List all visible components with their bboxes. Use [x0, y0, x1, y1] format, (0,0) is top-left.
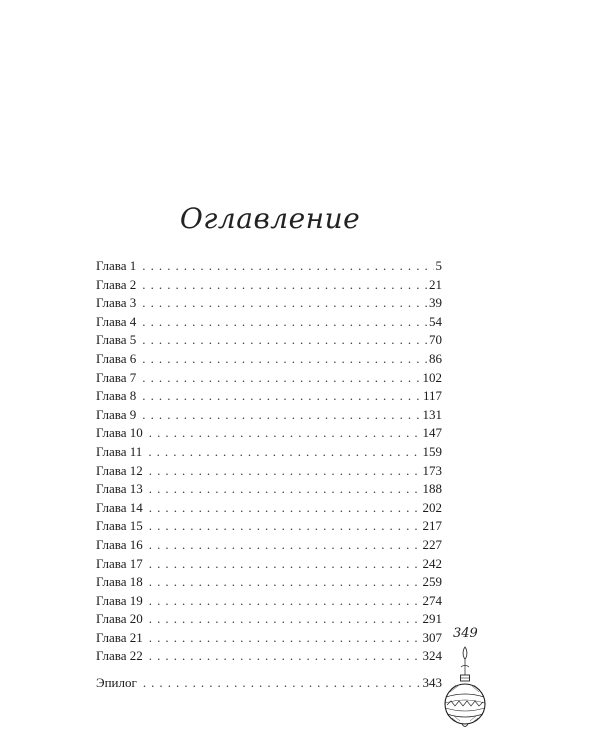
toc-entry	[96, 592, 442, 611]
toc-leader-dots	[143, 674, 421, 693]
toc-entry-label: Глава 16	[96, 536, 143, 552]
toc-entry-label: Глава 17	[96, 555, 143, 571]
toc-entry	[96, 610, 442, 629]
toc-entry-label: Глава 7	[96, 369, 137, 385]
toc-entry-page: 227	[422, 536, 442, 552]
toc-leader-dots	[149, 647, 421, 666]
toc-entry	[96, 369, 442, 388]
toc-entry	[96, 443, 442, 462]
toc-leader-dots	[142, 369, 420, 388]
toc-list	[96, 257, 442, 693]
toc-leader-dots	[149, 536, 421, 555]
toc-entry	[96, 331, 442, 350]
toc-entry	[96, 517, 442, 536]
toc-entry	[96, 674, 442, 693]
toc-entry-page: 70	[429, 332, 442, 348]
toc-entry	[96, 462, 442, 481]
toc-entry-label: Глава 5	[96, 332, 137, 348]
toc-entry-page: 86	[429, 350, 442, 366]
toc-entry-label: Глава 1	[96, 258, 137, 273]
toc-entry-page: 39	[429, 295, 442, 311]
toc-entry	[96, 573, 442, 592]
toc-entry-page: 217	[422, 518, 442, 534]
toc-entry-page: 259	[422, 574, 442, 590]
toc-entry-page: 21	[429, 276, 442, 292]
toc-entry-page: 173	[422, 462, 442, 478]
toc-entry	[96, 629, 442, 648]
toc-entry-label: Глава 10	[96, 425, 143, 441]
toc-entry-page: 147	[422, 425, 442, 441]
toc-leader-dots	[142, 406, 420, 425]
toc-entry-page: 102	[422, 369, 442, 385]
toc-entry-page: 307	[422, 629, 442, 645]
toc-entry	[96, 536, 442, 555]
toc-leader-dots	[142, 350, 427, 369]
toc-leader-dots	[149, 629, 421, 648]
toc-entry-label: Глава 22	[96, 648, 143, 664]
toc-entry	[96, 424, 442, 443]
toc-leader-dots	[142, 257, 433, 276]
toc-leader-dots	[149, 499, 421, 518]
toc-leader-dots	[149, 610, 421, 629]
toc-entry-page: 291	[422, 611, 442, 627]
toc-entry-label: Глава 11	[96, 443, 143, 459]
toc-entry-label: Глава 9	[96, 406, 137, 422]
toc-entry-page: 343	[422, 675, 442, 691]
toc-entry-page: 159	[422, 443, 442, 459]
toc-entry	[96, 406, 442, 425]
toc-entry-label: Глава 6	[96, 350, 137, 366]
toc-entry-label: Глава 3	[96, 295, 137, 311]
toc-entry-label: Глава 18	[96, 574, 143, 590]
toc-entry	[96, 480, 442, 499]
toc-entry	[96, 276, 442, 295]
toc-entry-label: Глава 20	[96, 611, 143, 627]
toc-entry-page: 242	[422, 555, 442, 571]
toc-entry-label: Глава 21	[96, 629, 143, 645]
toc-entry	[96, 647, 442, 666]
toc-entry-label: Глава 4	[96, 313, 137, 329]
toc-entry	[96, 294, 442, 313]
toc-entry-page: 274	[422, 592, 442, 608]
toc-entry	[96, 313, 442, 332]
toc-leader-dots	[142, 331, 427, 350]
toc-entry	[96, 257, 442, 276]
page-number: 349	[453, 626, 478, 641]
toc-entry-label: Глава 14	[96, 499, 143, 515]
toc-leader-dots	[142, 387, 421, 406]
toc-title: Оглавление	[179, 202, 361, 235]
toc-entry-page: 131	[422, 406, 442, 422]
toc-entry-page: 117	[422, 388, 442, 404]
toc-entry-page: 5	[435, 258, 442, 273]
toc-entry-page: 188	[422, 481, 442, 497]
toc-entry	[96, 555, 442, 574]
toc-leader-dots	[149, 592, 421, 611]
toc-leader-dots	[149, 573, 421, 592]
toc-entry-page: 324	[422, 648, 442, 664]
toc-entry-label: Эпилог	[96, 675, 137, 691]
toc-leader-dots	[142, 276, 427, 295]
toc-leader-dots	[148, 443, 420, 462]
toc-entry-label: Глава 15	[96, 518, 143, 534]
toc-entry-label: Глава 8	[96, 388, 137, 404]
toc-entry-page: 202	[422, 499, 442, 515]
toc-leader-dots	[149, 462, 421, 481]
toc-entry	[96, 350, 442, 369]
christmas-bauble-icon	[442, 645, 488, 741]
toc-leader-dots	[149, 517, 421, 536]
toc-leader-dots	[142, 313, 427, 332]
toc-entry-page: 54	[429, 313, 442, 329]
toc-entry	[96, 387, 442, 406]
toc-entry-label: Глава 13	[96, 481, 143, 497]
toc-leader-dots	[149, 555, 421, 574]
toc-entry	[96, 499, 442, 518]
toc-leader-dots	[149, 424, 421, 443]
toc-leader-dots	[142, 294, 427, 313]
toc-leader-dots	[149, 480, 421, 499]
toc-entry-label: Глава 2	[96, 276, 137, 292]
toc-entry-label: Глава 12	[96, 462, 143, 478]
toc-entry-label: Глава 19	[96, 592, 143, 608]
